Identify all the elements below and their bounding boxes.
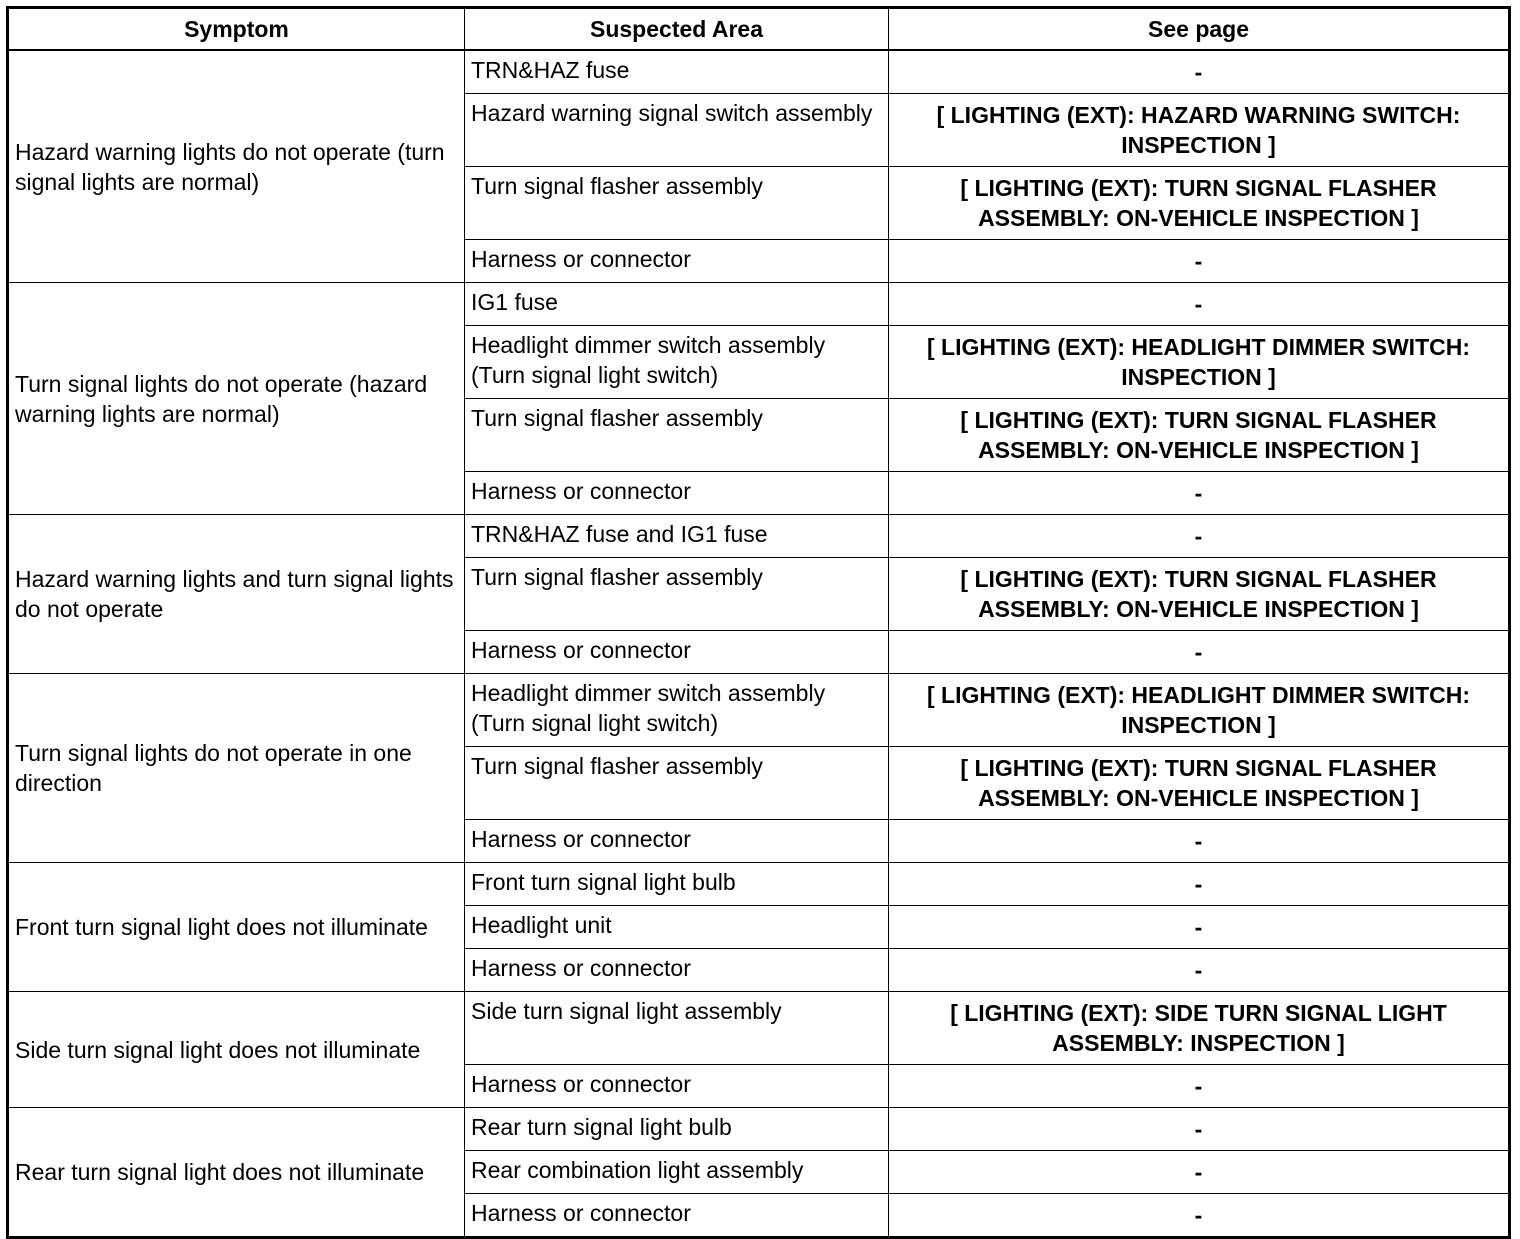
see-page-link[interactable]: [ LIGHTING (EXT): SIDE TURN SIGNAL LIGHT ASSEMBLY: INSPECTION ] — [889, 992, 1510, 1065]
see-page-link[interactable]: [ LIGHTING (EXT): HEADLIGHT DIMMER SWITCH: INSPECTION ] — [889, 326, 1510, 399]
table-row — [8, 674, 1510, 747]
suspected-area-cell: Harness or connector — [465, 631, 889, 674]
symptom-cell: Hazard warning lights and turn signal lights do not operate — [8, 515, 465, 674]
see-page-cell: - — [889, 1065, 1510, 1108]
suspected-area-cell: Hazard warning signal switch assembly — [465, 94, 889, 167]
header-row — [8, 8, 1510, 51]
suspected-area-cell: Headlight dimmer switch assembly (Turn signal light switch) — [465, 326, 889, 399]
see-page-cell: - — [889, 949, 1510, 992]
see-page-cell: - — [889, 863, 1510, 906]
see-page-link[interactable]: [ LIGHTING (EXT): TURN SIGNAL FLASHER ASSEMBLY: ON-VEHICLE INSPECTION ] — [889, 558, 1510, 631]
suspected-area-cell: Front turn signal light bulb — [465, 863, 889, 906]
see-page-cell: - — [889, 283, 1510, 326]
suspected-area-cell: Headlight unit — [465, 906, 889, 949]
header-suspected-area: Suspected Area — [465, 8, 889, 51]
symptom-table — [6, 6, 1511, 1239]
see-page-link[interactable]: [ LIGHTING (EXT): TURN SIGNAL FLASHER ASSEMBLY: ON-VEHICLE INSPECTION ] — [889, 167, 1510, 240]
table-row — [8, 515, 1510, 558]
table-row — [8, 283, 1510, 326]
symptom-cell: Side turn signal light does not illuminate — [8, 992, 465, 1108]
suspected-area-cell: TRN&HAZ fuse — [465, 50, 889, 94]
suspected-area-cell: Rear turn signal light bulb — [465, 1108, 889, 1151]
suspected-area-cell: Turn signal flasher assembly — [465, 747, 889, 820]
see-page-link[interactable]: [ LIGHTING (EXT): HEADLIGHT DIMMER SWITCH: INSPECTION ] — [889, 674, 1510, 747]
suspected-area-cell: Turn signal flasher assembly — [465, 167, 889, 240]
suspected-area-cell: Harness or connector — [465, 820, 889, 863]
symptom-cell: Turn signal lights do not operate (hazard warning lights are normal) — [8, 283, 465, 515]
suspected-area-cell: Turn signal flasher assembly — [465, 558, 889, 631]
see-page-cell: - — [889, 240, 1510, 283]
see-page-cell: - — [889, 472, 1510, 515]
suspected-area-cell: Turn signal flasher assembly — [465, 399, 889, 472]
suspected-area-cell: TRN&HAZ fuse and IG1 fuse — [465, 515, 889, 558]
suspected-area-cell: Harness or connector — [465, 472, 889, 515]
suspected-area-cell: Harness or connector — [465, 240, 889, 283]
symptom-cell: Turn signal lights do not operate in one direction — [8, 674, 465, 863]
see-page-link[interactable]: [ LIGHTING (EXT): TURN SIGNAL FLASHER ASSEMBLY: ON-VEHICLE INSPECTION ] — [889, 399, 1510, 472]
see-page-cell: - — [889, 820, 1510, 863]
symptom-cell: Front turn signal light does not illuminate — [8, 863, 465, 992]
see-page-cell: - — [889, 631, 1510, 674]
table-row — [8, 992, 1510, 1065]
suspected-area-cell: Harness or connector — [465, 949, 889, 992]
see-page-cell: - — [889, 1151, 1510, 1194]
see-page-cell: - — [889, 50, 1510, 94]
suspected-area-cell: Harness or connector — [465, 1065, 889, 1108]
table-row — [8, 863, 1510, 906]
see-page-cell: - — [889, 1108, 1510, 1151]
suspected-area-cell: Headlight dimmer switch assembly (Turn signal light switch) — [465, 674, 889, 747]
suspected-area-cell: Harness or connector — [465, 1194, 889, 1238]
see-page-cell: - — [889, 906, 1510, 949]
see-page-link[interactable]: [ LIGHTING (EXT): HAZARD WARNING SWITCH: INSPECTION ] — [889, 94, 1510, 167]
table-row — [8, 50, 1510, 94]
table-row — [8, 1108, 1510, 1151]
see-page-cell: - — [889, 1194, 1510, 1238]
header-symptom: Symptom — [8, 8, 465, 51]
see-page-cell: - — [889, 515, 1510, 558]
suspected-area-cell: Rear combination light assembly — [465, 1151, 889, 1194]
suspected-area-cell: IG1 fuse — [465, 283, 889, 326]
symptom-cell: Rear turn signal light does not illuminate — [8, 1108, 465, 1238]
symptom-cell: Hazard warning lights do not operate (turn signal lights are normal) — [8, 50, 465, 283]
header-see-page: See page — [889, 8, 1510, 51]
see-page-link[interactable]: [ LIGHTING (EXT): TURN SIGNAL FLASHER ASSEMBLY: ON-VEHICLE INSPECTION ] — [889, 747, 1510, 820]
suspected-area-cell: Side turn signal light assembly — [465, 992, 889, 1065]
